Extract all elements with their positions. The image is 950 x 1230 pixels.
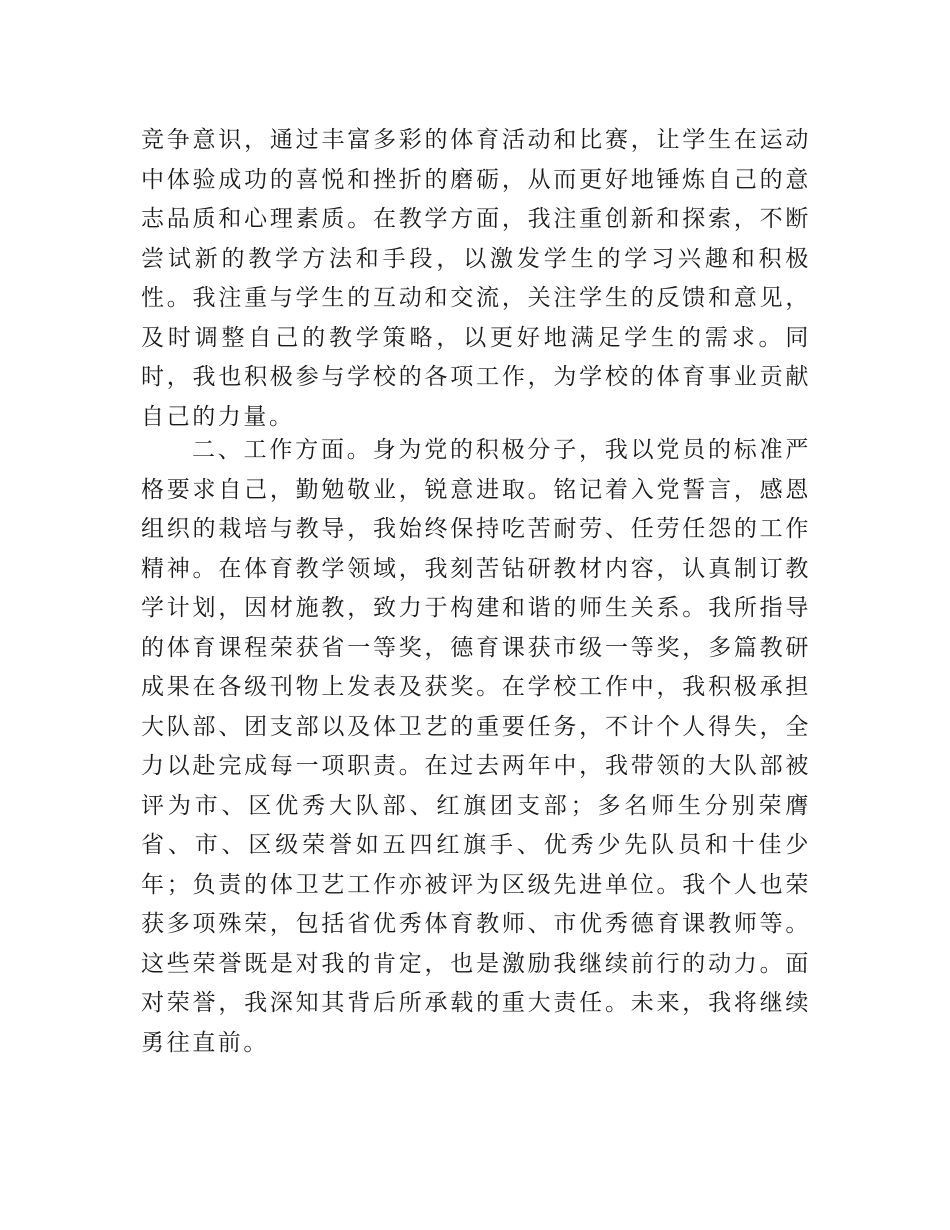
paragraph-continuation: 竞争意识，通过丰富多彩的体育活动和比赛，让学生在运动中体验成功的喜悦和挫折的磨砺，从而更好地锤炼自己的意志品质和心理素质。在教学方面，我注重创新和探索，不断尝试新的教学方法和手段，以激发学生的学习兴趣和积极性。我注重与学生的互动和交流，关注学生的反馈和意见，及时调整自己的教学策略，以更好地满足学生的需求。同时，我也积极参与学校的各项工作，为学校的体育事业贡献自己的力量。 — [141, 127, 811, 430]
paragraph-work-aspects: 二、工作方面。身为党的积极分子，我以党员的标准严格要求自己，勤勉敬业，锐意进取。铭记着入党誓言，感恩组织的栽培与教导，我始终保持吃苦耐劳、任劳任怨的工作精神。在体育教学领域，我刻苦钻研教材内容，认真制订教学计划，因材施教，致力于构建和谐的师生关系。我所指导的体育课程荣获省一等奖，德育课获市级一等奖，多篇教研成果在各级刊物上发表及获奖。在学校工作中，我积极承担大队部、团支部以及体卫艺的重要任务，不计个人得失，全力以赴完成每一项职责。在过去两年中，我带领的大队部被评为市、区优秀大队部、红旗团支部；多名师生分别荣膺省、市、区级荣誉如五四红旗手、优秀少先队员和十佳少年；负责的体卫艺工作亦被评为区级先进单位。我个人也荣获多项殊荣，包括省优秀体育教师、市优秀德育课教师等。这些荣誉既是对我的肯定，也是激励我继续前行的动力。面对荣誉，我深知其背后所承载的重大责任。未来，我将继续勇往直前。 — [141, 437, 811, 1056]
